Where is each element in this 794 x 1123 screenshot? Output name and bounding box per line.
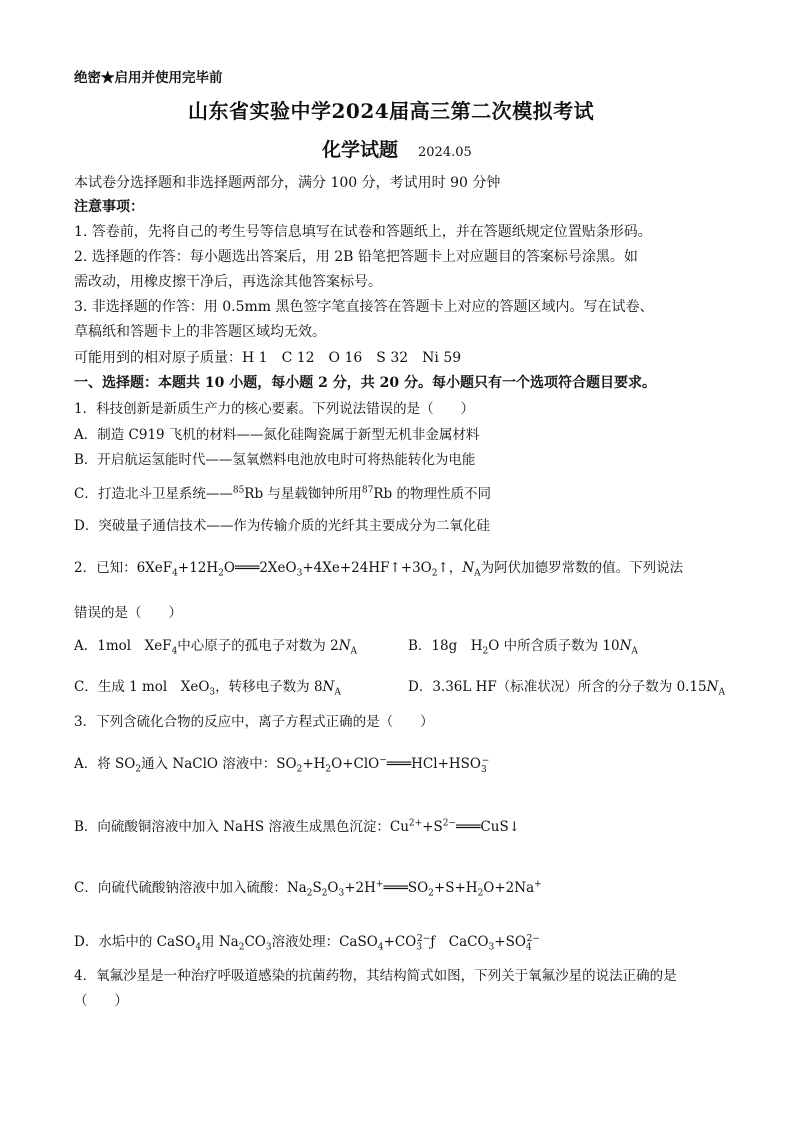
- question-2-option-b: B．18g $H_2O$ 中所含质子数为 $10N_A$: [408, 638, 638, 657]
- question-2-option-d: D．3.36L HF（标准状况）所含的分子数为 $0.15N_A$: [408, 679, 725, 698]
- question-3-option-b: B．向硫酸铜溶液中加入 NaHS 溶液生成黑色沉淀：$Cu^{2+}+S^{2-}═══CuS↓$: [74, 818, 521, 835]
- section-heading: 一、选择题：本题共 10 小题，每小题 2 分，共 20 分。每小题只有一个选项符合题目要求。: [74, 375, 656, 391]
- intro-line: 本试卷分选择题和非选择题两部分，满分 100 分，考试用时 90 分钟: [74, 175, 501, 191]
- question-2-option-a: A．1mol XeF$_4$中心原子的孤电子对数为 $2N_A$: [74, 638, 357, 657]
- subtitle-row: [322, 135, 472, 162]
- question-3-option-d: D．水垢中的 CaSO$_4$用 $Na_2CO_3$溶液处理：$CaSO_4+CO_3^{2-}ƒ$ $CaCO_3+SO_4^{2-}$: [74, 933, 540, 953]
- note-3a: 3. 非选择题的作答：用 0.5mm 黑色签字笔直接答在答题卡上对应的答题区域内。写在试卷、: [74, 299, 654, 315]
- notes-heading: 注意事项：: [74, 199, 144, 215]
- question-1-option-b: B．开启航运氢能时代——氢氧燃料电池放电时可将热能转化为电能: [74, 452, 476, 468]
- exam-date: 2024.05: [418, 145, 472, 160]
- question-4-stem-line2: （ ）: [74, 993, 128, 1009]
- question-2-option-c: C．生成 1 mol XeO$_3$，转移电子数为 $8N_A$: [74, 679, 341, 698]
- note-3b: 草稿纸和答题卡上的非答题区域均无效。: [74, 324, 326, 340]
- question-1-option-d: D．突破量子通信技术——作为传输介质的光纤其主要成分为二氧化硅: [74, 518, 490, 534]
- question-1-option-c: C．打造北斗卫星系统——$^{85}$Rb 与星载铷钟所用$^{87}$Rb 的物理性质不同: [74, 485, 491, 502]
- question-2-stem: 2．已知：$6XeF_4+12H_2O═══2XeO_3+4Xe+24HF↑+3O_2↑$，$N_A$为阿伏加德罗常数的值。下列说法: [74, 560, 684, 579]
- note-1: 1. 答卷前，先将自己的考生号等信息填写在试卷和答题纸上，并在答题纸规定位置贴条形码。: [74, 224, 652, 240]
- question-4-stem: 4．氧氟沙星是一种治疗呼吸道感染的抗菌药物，其结构简式如图，下列关于氧氟沙星的说法正确的是: [74, 968, 677, 984]
- question-2-stem-line2: 错误的是（ ）: [74, 605, 182, 621]
- atomic-masses: 可能用到的相对原子质量：H 1 C 12 O 16 S 32 Ni 59: [74, 350, 462, 366]
- exam-subject: 化学试题: [322, 139, 399, 161]
- question-1-option-a: A．制造 C919 飞机的材料——氮化硅陶瓷属于新型无机非金属材料: [74, 427, 480, 443]
- question-3-option-a: A．将 $SO_2$通入 NaClO 溶液中：$SO_2+H_2O+ClO^-═══HCl+HSO_3^-$: [74, 755, 490, 775]
- note-2a: 2. 选择题的作答：每小题选出答案后，用 2B 铅笔把答题卡上对应题目的答案标号涂黑。如: [74, 249, 638, 265]
- question-1-stem: 1．科技创新是新质生产力的核心要素。下列说法错误的是（ ）: [74, 401, 475, 417]
- note-2b: 需改动，用橡皮擦干净后，再选涂其他答案标号。: [74, 274, 382, 290]
- question-3-stem: 3．下列含硫化合物的反应中，离子方程式正确的是（ ）: [74, 714, 434, 730]
- exam-title: 山东省实验中学2024届高三第二次模拟考试: [188, 99, 595, 123]
- confidential-label: 绝密★启用并使用完毕前: [74, 70, 223, 86]
- question-3-option-c: C．向硫代硫酸钠溶液中加入硫酸：$Na_2S_2O_3+2H^+═══SO_2+S+H_2O+2Na^+$: [74, 879, 542, 899]
